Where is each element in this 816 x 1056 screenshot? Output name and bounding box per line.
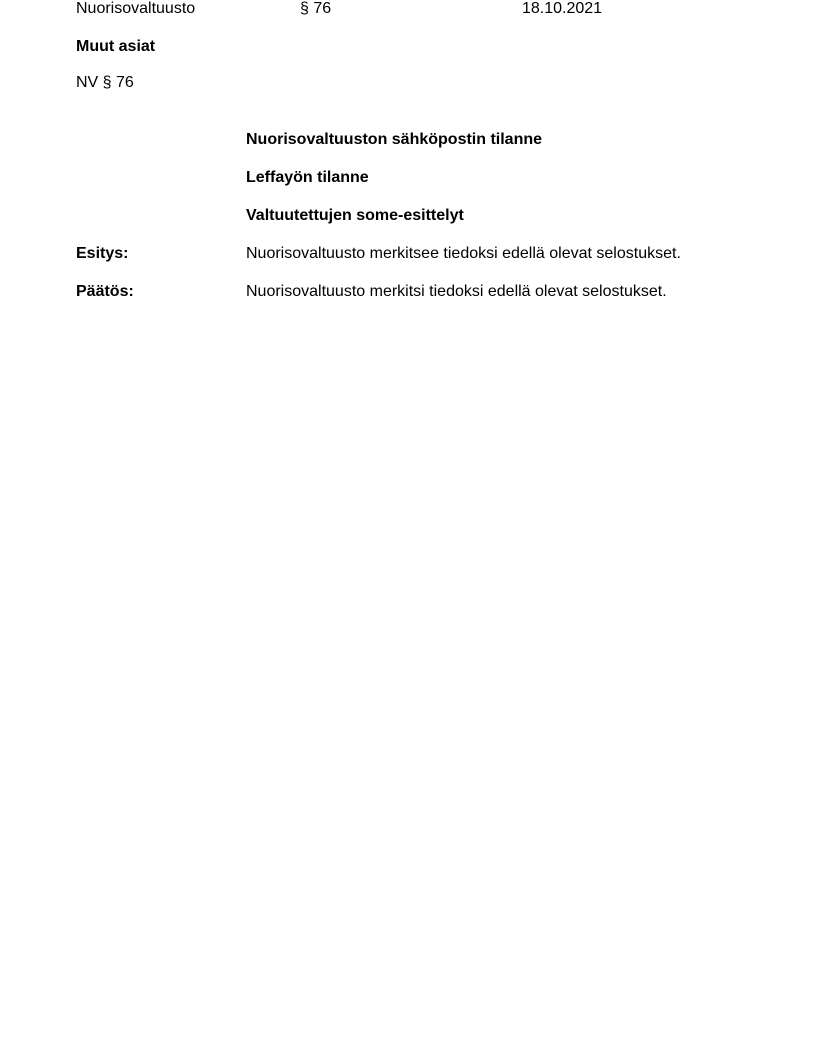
header-body-name: Nuorisovaltuusto <box>76 0 196 17</box>
decision-text: Nuorisovaltuusto merkitsi tiedoksi edellä olevat selostukset. <box>246 283 667 300</box>
proposal-text: Nuorisovaltuusto merkitsee tiedoksi edellä olevat selostukset. <box>246 245 681 262</box>
decision-label: Päätös: <box>76 283 134 300</box>
section-title: Muut asiat <box>76 38 156 55</box>
proposal-label: Esitys: <box>76 245 129 262</box>
header-date: 18.10.2021 <box>522 0 603 17</box>
header-section-number: § 76 <box>300 0 332 17</box>
topic-heading: Nuorisovaltuuston sähköpostin tilanne <box>246 131 543 148</box>
topic-heading: Leffayön tilanne <box>246 169 369 186</box>
topic-heading: Valtuutettujen some-esittelyt <box>246 207 464 224</box>
section-reference: NV § 76 <box>76 74 134 91</box>
